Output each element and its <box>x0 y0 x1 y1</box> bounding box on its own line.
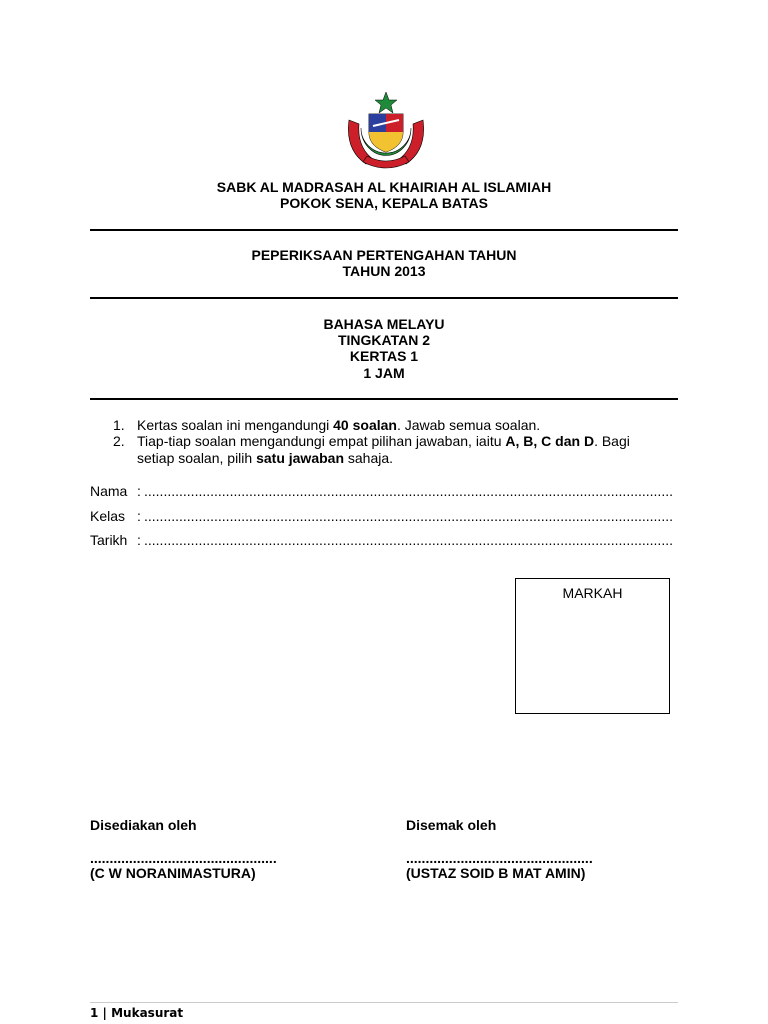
page-footer <box>90 1006 183 1020</box>
divider-middle <box>90 297 678 299</box>
subject-duration: 1 JAM <box>363 365 405 381</box>
field-dotted-line: ........................................................................................................................................ <box>144 508 673 524</box>
prepared-by-dots: ................................................ <box>90 850 277 866</box>
footer-divider <box>90 1002 678 1003</box>
field-nama[interactable]: Nama : ........................................................................................................................................ <box>90 483 673 499</box>
field-label: Kelas <box>90 508 126 524</box>
instruction-number: 1. <box>113 417 125 433</box>
markah-box[interactable] <box>515 578 670 714</box>
subject-name: BAHASA MELAYU <box>323 316 445 332</box>
instruction-text: Tiap-tiap soalan mengandungi empat pilihan jawaban, iaitu A, B, C dan D. Bagi setiap soalan, pilih satu jawaban sahaja. <box>137 433 630 466</box>
school-location: POKOK SENA, KEPALA BATAS <box>280 195 488 211</box>
exam-year: TAHUN 2013 <box>342 263 426 279</box>
field-tarikh[interactable]: Tarikh : ........................................................................................................................................ <box>90 532 673 548</box>
instruction-2 <box>113 433 673 467</box>
exam-title: PEPERIKSAAN PERTENGAHAN TAHUN <box>251 247 517 263</box>
page-number: 1 <box>90 1006 99 1020</box>
school-crest <box>341 90 431 170</box>
checked-by-name: (USTAZ SOID B MAT AMIN) <box>406 865 586 881</box>
divider-bottom <box>90 398 678 400</box>
field-dotted-line: ........................................................................................................................................ <box>144 483 673 499</box>
page-label: | Mukasurat <box>102 1006 184 1020</box>
checked-by-dots: ................................................ <box>406 850 593 866</box>
checked-by-label: Disemak oleh <box>406 817 497 833</box>
instruction-text: Kertas soalan ini mengandungi 40 soalan. Jawab semua soalan. <box>137 417 541 433</box>
prepared-by-name: (C W NORANIMASTURA) <box>90 865 256 881</box>
field-dotted-line: ........................................................................................................................................ <box>144 532 673 548</box>
subject-form: TINGKATAN 2 <box>337 332 431 348</box>
markah-label: MARKAH <box>562 585 623 601</box>
divider-top <box>90 229 678 231</box>
instruction-1 <box>113 417 673 434</box>
field-label: Nama <box>90 483 128 499</box>
school-name: SABK AL MADRASAH AL KHAIRIAH AL ISLAMIAH <box>216 179 552 195</box>
field-label: Tarikh <box>90 532 128 548</box>
prepared-by-label: Disediakan oleh <box>90 817 197 833</box>
instruction-number: 2. <box>113 433 125 449</box>
field-kelas[interactable]: Kelas : ........................................................................................................................................ <box>90 508 673 524</box>
subject-paper: KERTAS 1 <box>349 348 419 364</box>
